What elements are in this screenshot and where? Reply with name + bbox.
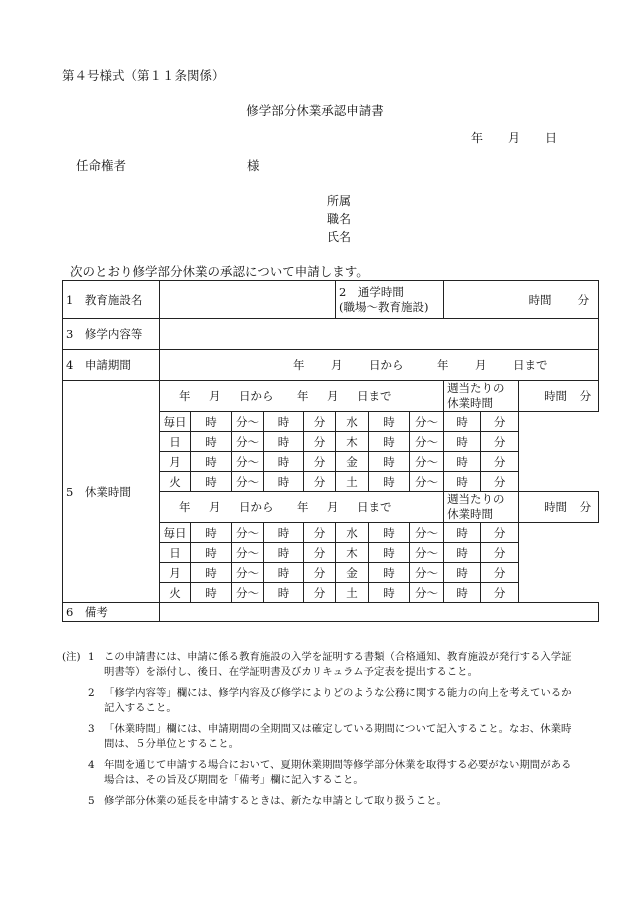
period-label: 4 申請期間 [63,350,160,381]
applicant-position-label: 職名 [327,212,352,226]
date-month-label: 月 [508,131,521,145]
application-table [62,280,599,622]
schedule-row: 月 時 分～ 時 分 金 時 分～ 時 分 [63,563,599,583]
date-day-label: 日 [545,131,558,145]
commute-label: 2 通学時間 (職場～教育施設) [336,281,444,319]
weekly-hours-field-2[interactable]: 時間 分 [519,492,599,523]
schedule-row: 火 時 分～ 時 分 土 時 分～ 時 分 [63,472,599,492]
commute-field[interactable]: 時間 分 [444,281,599,319]
note-item: (注) 1 この申請書には、申請に係る教育施設の入学を証明する書類（合格通知、教育施設が発行する入学証明書等）を添付し、後日、在学証明書及びカリキュラム予定表を提出すること。 [62,651,572,678]
weekly-hours-label-1: 週当たりの 休業時間 [444,381,519,412]
schedule-row: 毎日 時 分～ 時 分 水 時 分～ 時 分 [63,523,599,543]
form-title: 修学部分休業承認申請書 [246,103,384,118]
schedule-row: 火 時 分～ 時 分 土 時 分～ 時 分 [63,583,599,603]
note-item: 4 年間を通じて申請する場合において、夏期休業期間等修学部分休業を取得する必要がない期間がある場合は、その旨及び期間を「備考」欄に記入すること。 [88,759,572,786]
facility-label: 1 教育施設名 [63,281,160,319]
remarks-label: 6 備考 [63,603,160,622]
applicant-affiliation-label: 所属 [327,194,352,208]
date-year-label: 年 [471,131,484,145]
leave-period-1[interactable]: 年 月 日から 年 月 日まで [160,381,444,412]
schedule-row: 毎日 時 分～ 時 分 水 時 分～ 時 分 [63,412,599,432]
remarks-field[interactable] [160,603,599,622]
weekly-hours-field-1[interactable]: 時間 分 [519,381,599,412]
schedule-row: 日 時 分～ 時 分 木 時 分～ 時 分 [63,432,599,452]
leave-period-2[interactable]: 年 月 日から 年 月 日まで [160,492,444,523]
intro-text: 次のとおり修学部分休業の承認について申請します。 [70,264,369,279]
note-item: 2 「修学内容等」欄には、修学内容及び修学によりどのような公務に関する能力の向上を考えているか記入すること。 [88,687,572,714]
notes-section [62,650,572,816]
facility-field[interactable] [160,281,336,319]
schedule-row: 日 時 分～ 時 分 木 時 分～ 時 分 [63,543,599,563]
period-field[interactable]: 年 月 日から 年 月 日まで [160,350,599,381]
schedule-row: 月 時 分～ 時 分 金 時 分～ 時 分 [63,452,599,472]
applicant-name-label: 氏名 [327,230,352,244]
honorific: 様 [247,158,260,173]
leave-time-label: 5 休業時間 [63,381,160,603]
note-item: 5 修学部分休業の延長を申請するときは、新たな申請として取り扱うこと。 [88,795,447,807]
form-number: 第４号様式（第１１条関係） [62,68,225,83]
content-label: 3 修学内容等 [63,319,160,350]
addressee: 任命権者 [76,158,127,173]
weekly-hours-label-2: 週当たりの 休業時間 [444,492,519,523]
note-item: 3 「休業時間」欄には、申請期間の全期間又は確定している期間について記入すること。なお、休業時間は、５分単位とすること。 [88,723,572,750]
content-field[interactable] [160,319,599,350]
